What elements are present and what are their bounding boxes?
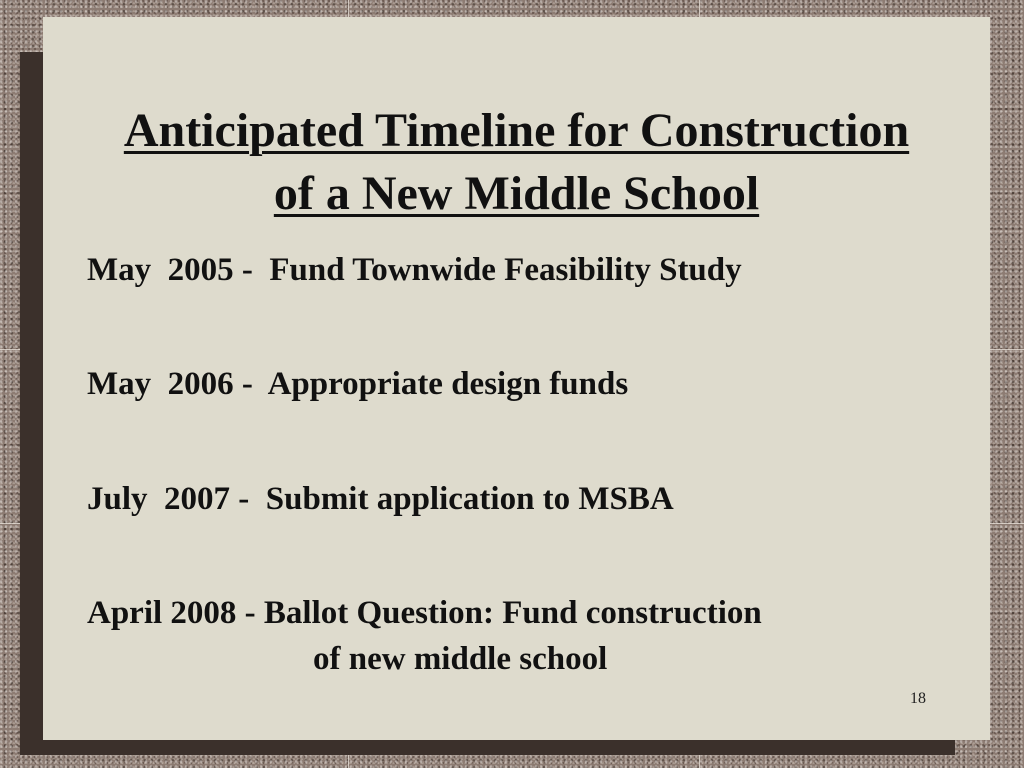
slide-title-line-1: Anticipated Timeline for Construction bbox=[123, 104, 910, 157]
timeline-item-2007: July 2007 - Submit application to MSBA bbox=[87, 481, 674, 517]
timeline-item-2005: May 2005 - Fund Townwide Feasibility Study bbox=[87, 252, 742, 288]
timeline-item-2008-text: April 2008 - Ballot Question: Fund construction bbox=[87, 595, 762, 631]
timeline-item-2006: May 2006 - Appropriate design funds bbox=[87, 366, 629, 402]
slide-number: 18 bbox=[910, 690, 926, 707]
slide-title bbox=[43, 99, 990, 225]
timeline-item-2008 bbox=[87, 590, 762, 682]
timeline-item-2008-continuation: of new middle school bbox=[313, 641, 608, 677]
slide-title-line-2: of a New Middle School bbox=[273, 167, 760, 220]
